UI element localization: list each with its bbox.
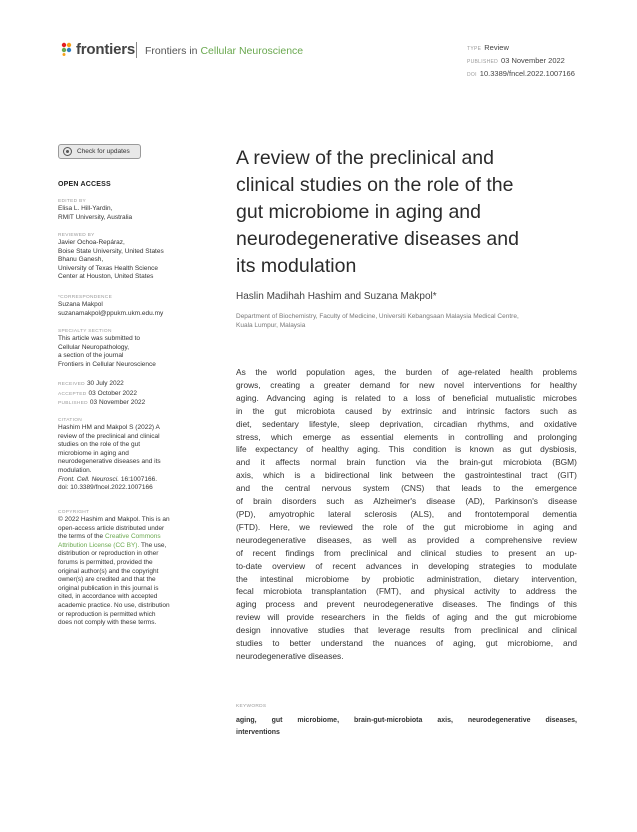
abstract-line: review will provide researchers in the fields of aging and the gut microbiome <box>236 612 577 623</box>
abstract-line: (FTD). Here, we reviewed the role of the gut microbiome in aging and <box>236 521 577 532</box>
frontiers-logo-icon <box>60 42 74 56</box>
abstract-line: diet, sedentary lifestyle, sleep deprivation, circadian rhythms, and oxidative <box>236 418 577 429</box>
header-divider <box>136 42 137 58</box>
open-access-label: OPEN ACCESS <box>58 181 111 188</box>
abstract-line: neurodegenerative diseases. <box>236 650 344 661</box>
check-updates-label: Check for updates <box>77 148 130 155</box>
abstract-line: fecal microbiota transplantation (FMT), and physical activity to address the <box>236 586 577 597</box>
correspondence-email[interactable]: suzanamakpol@ppukm.ukm.edu.my <box>58 309 164 317</box>
specialty-section: SPECIALTY SECTION This article was submitted to Cellular Neuropathology, a section of the journal Frontiers in Cellular Neuroscience <box>58 329 156 368</box>
update-icon <box>63 147 72 156</box>
abstract-line: neurodegenerative diseases, as well as provided a comprehensive review <box>236 534 577 545</box>
abstract-line: stress, which emerge as essential elements in controlling and prolonging <box>236 431 577 442</box>
abstract-line: to-date overview of recent advances in developing strategies to modulate <box>236 560 577 571</box>
abstract-line: of brain disorders such as Alzheimer's disease (AD), Parkinson's disease <box>236 496 577 507</box>
meta-type: TYPE Review <box>467 43 509 52</box>
journal-name: Cellular Neuroscience <box>200 45 304 57</box>
correspondence-section: *CORRESPONDENCE Suzana Makpol suzanamakpol@ppukm.ukm.edu.my <box>58 294 193 318</box>
abstract-line: the intestinal microbiome by probiotic administration, dietary intervention, <box>236 573 577 584</box>
citation-doi[interactable]: doi: 10.3389/fncel.2022.1007166 <box>58 484 153 492</box>
abstract-line: design innovative studies that leverage results from preclinical and clinical <box>236 625 577 636</box>
article-title: A review of the preclinical and clinical studies on the role of the gut microbiome in aging and neurodegenerative diseases and its modulation <box>236 147 519 277</box>
abstract-line: grows, creating a greater demand for new novel interventions for healthy <box>236 379 577 390</box>
keywords-line: interventions <box>236 729 280 736</box>
brand-name: frontiers <box>76 41 136 58</box>
author-affiliation: Department of Biochemistry, Faculty of Medicine, Universiti Kebangsaan Malaysia Medical Centre, Kuala Lumpur, Malaysia <box>236 313 519 329</box>
abstract-line: and the central nervous system (CNS) that leads to the emergence <box>236 483 577 494</box>
copyright-section: COPYRIGHT © 2022 Hashim and Makpol. This is an open-access article distributed under the terms of the Creative Commons Attribution License (CC BY). The use, distribution or reproduction in other forums is permitted, provided the original author(s) and the copyright owner(s) are credited and that the original publication in this journal is cited, in accordance with accepted academic practice. No use, distribution or reproduction is permitted which does not comply with these terms. <box>58 510 170 627</box>
abstract-line: of recent findings from preclinical and clinical studies to present an up- <box>236 547 577 558</box>
edited-by-section: EDITED BY Elisa L. Hill-Yardin, RMIT University, Australia <box>58 199 133 221</box>
abstract-line: (PD), amyotrophic lateral sclerosis (ALS), and frontotemporal dementia <box>236 508 577 519</box>
meta-published: PUBLISHED 03 November 2022 <box>467 56 565 65</box>
cc-license-link-cont[interactable]: Attribution License (CC BY). <box>58 541 140 549</box>
abstract-line: axis, which is a bidirectional link between the gastrointestinal tract (GIT) <box>236 470 577 481</box>
keywords-line: aging, gut microbiome, brain-gut-microbiota axis, neurodegenerative diseases, <box>236 717 577 724</box>
reviewed-by-section: REVIEWED BY Javier Ochoa-Repáraz, Boise State University, United States Bhanu Ganesh, University of Texas Health Science Center at Houston, United States <box>58 233 164 281</box>
dates-section: RECEIVED 30 July 2022 ACCEPTED 03 October 2022 PUBLISHED 03 November 2022 <box>58 380 146 407</box>
article-authors: Haslin Madihah Hashim and Suzana Makpol* <box>236 291 437 302</box>
abstract-line: aging process and prevent neurodegenerative diseases. The findings of this <box>236 599 577 610</box>
abstract-line: in the gut microbiota caused by extrinsic and intrinsic factors such as <box>236 405 577 416</box>
journal-title <box>145 45 303 57</box>
keywords <box>236 715 577 739</box>
abstract <box>236 366 577 663</box>
citation-section: CITATION Hashim HM and Makpol S (2022) A review of the preclinical and clinical studies on the role of the gut microbiome in aging and neurodegenerative diseases and its modulation. Front. Cell. Neurosci. 16:1007166. doi: 10.3389/fncel.2022.1007166 <box>58 417 193 493</box>
abstract-line: and it affects normal brain function via the brain-gut microbiota (BGM) <box>236 457 577 468</box>
keywords-label: KEYWORDS <box>236 704 267 709</box>
check-for-updates-button[interactable] <box>58 144 141 159</box>
meta-doi: DOI 10.3389/fncel.2022.1007166 <box>467 69 575 78</box>
journal-prefix: Frontiers in <box>145 45 198 57</box>
abstract-line: studies to better understand the nuances of aging, gut microbiome, and <box>236 638 577 649</box>
abstract-line: aging. Advancing aging is related to a loss of beneficial mutualistic microbes <box>236 392 577 403</box>
article-meta <box>467 42 575 81</box>
abstract-line: As the world population ages, the burden of age-related health problems <box>236 367 577 377</box>
abstract-line: life expectancy of healthy aging. This condition is known as gut dysbiosis, <box>236 444 577 455</box>
cc-license-link[interactable]: Creative Commons <box>104 533 161 541</box>
